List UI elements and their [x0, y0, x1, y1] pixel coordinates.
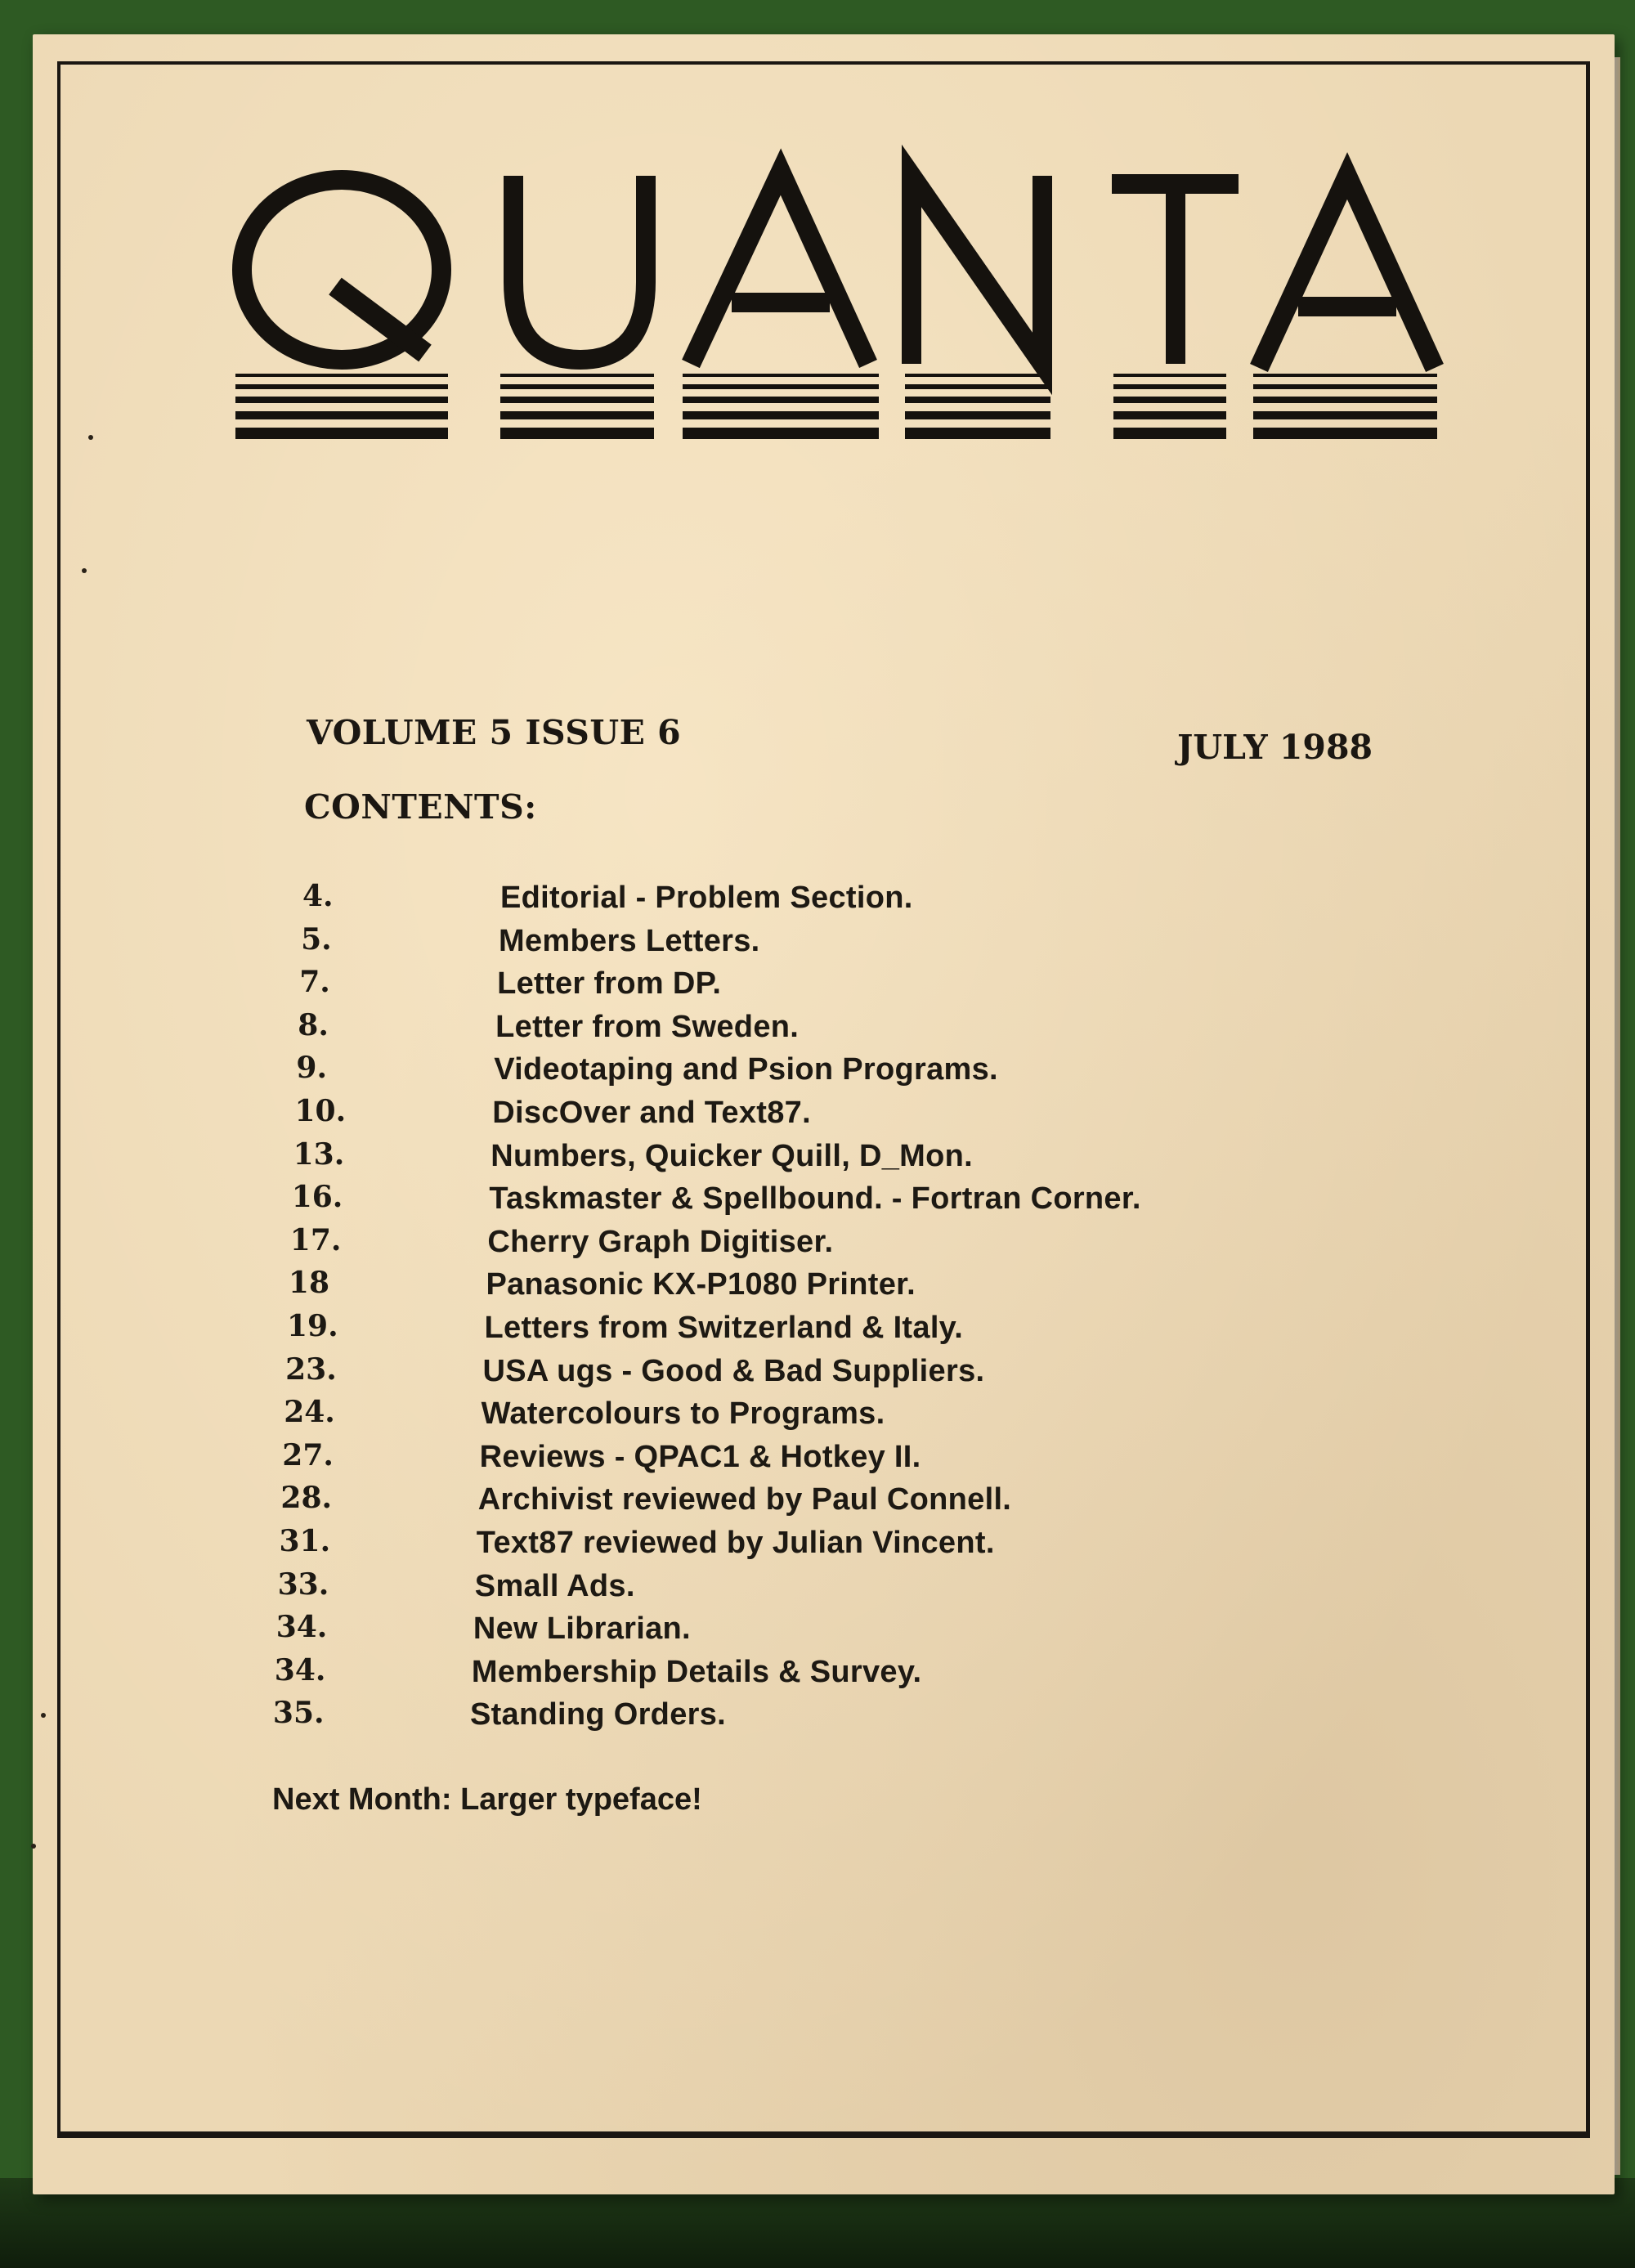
contents-item-title: Panasonic KX-P1080 Printer.: [486, 1267, 916, 1302]
contents-item: [0, 1567, 1635, 1610]
contents-item: [0, 1137, 1635, 1180]
contents-item-title: Members Letters.: [499, 923, 760, 958]
contents-item-page: 31.: [279, 1524, 331, 1558]
contents-item-title: Standing Orders.: [469, 1697, 727, 1732]
contents-item-title: Letter from Sweden.: [495, 1009, 800, 1044]
contents-item: [0, 1610, 1635, 1652]
contents-item-title: Small Ads.: [474, 1568, 635, 1603]
contents-item: [0, 1653, 1635, 1696]
contents-item-page: 13.: [293, 1136, 345, 1172]
contents-item: [0, 1180, 1635, 1222]
contents-item-page: 16.: [291, 1180, 343, 1215]
contents-item-title: USA ugs - Good & Bad Suppliers.: [482, 1353, 985, 1388]
contents-item: [0, 1481, 1635, 1523]
contents-item-title: Taskmaster & Spellbound. - Fortran Corner.: [489, 1181, 1141, 1217]
contents-item-page: 34.: [275, 1610, 328, 1645]
contents-item-title: Reviews - QPAC1 & Hotkey II.: [479, 1439, 921, 1474]
contents-item-title: Text87 reviewed by Julian Vincent.: [476, 1526, 995, 1560]
contents-item-page: 10.: [294, 1094, 347, 1128]
contents-item-page: 18: [288, 1266, 329, 1301]
contents-item-title: Editorial - Problem Section.: [500, 881, 913, 915]
contents-item: [0, 1352, 1635, 1395]
issue-date: JULY 1988: [1177, 728, 1373, 767]
contents-item: [0, 1223, 1635, 1266]
contents-item-page: 33.: [277, 1567, 329, 1602]
contents-item-page: 27.: [282, 1437, 334, 1472]
contents-heading: CONTENTS:: [304, 787, 537, 827]
contents-item: [0, 1051, 1635, 1093]
contents-item-title: DiscOver and Text87.: [492, 1096, 811, 1130]
contents-item-page: 28.: [280, 1481, 333, 1516]
contents-item: [0, 1395, 1635, 1437]
contents-item-page: 24.: [284, 1395, 335, 1430]
issue-volume: VOLUME 5 ISSUE 6: [307, 713, 682, 752]
contents-item-title: Videotaping and Psion Programs.: [494, 1052, 998, 1087]
contents-item-title: Archivist reviewed by Paul Connell.: [477, 1482, 1012, 1517]
contents-item-page: 7.: [299, 965, 330, 1000]
contents-item: [0, 1266, 1635, 1308]
contents-item: [0, 1438, 1635, 1481]
contents-item-title: Letters from Switzerland & Italy.: [484, 1311, 964, 1345]
contents-item: [0, 922, 1635, 965]
contents-item: [0, 1524, 1635, 1567]
print-speck: [41, 1713, 46, 1718]
contents-item-page: 34.: [274, 1652, 326, 1688]
contents-item: [0, 1008, 1635, 1051]
contents-item: [0, 1309, 1635, 1351]
contents-item: [0, 879, 1635, 921]
contents-item-page: 5.: [301, 921, 332, 957]
contents-item-title: Membership Details & Survey.: [471, 1654, 922, 1689]
contents-item-page: 35.: [272, 1696, 325, 1731]
contents-item-title: Numbers, Quicker Quill, D_Mon.: [490, 1138, 973, 1173]
contents-item: [0, 965, 1635, 1007]
contents-item: [0, 1696, 1635, 1738]
contents-item-title: Watercolours to Programs.: [481, 1396, 885, 1432]
print-speck: [88, 435, 93, 440]
contents-item-page: 17.: [289, 1222, 342, 1257]
print-speck: [82, 568, 87, 573]
contents-item-title: Cherry Graph Digitiser.: [487, 1224, 834, 1259]
contents-item: [0, 1094, 1635, 1136]
contents-item-page: 19.: [287, 1309, 338, 1343]
next-month-note: Next Month: Larger typeface!: [272, 1782, 702, 1817]
print-speck: [31, 1844, 36, 1849]
contents-item-page: 23.: [285, 1351, 337, 1387]
contents-item-title: Letter from DP.: [497, 966, 722, 1002]
contents-item-page: 4.: [302, 879, 334, 913]
contents-item-page: 9.: [296, 1051, 327, 1086]
contents-item-page: 8.: [298, 1007, 329, 1042]
contents-item-title: New Librarian.: [473, 1611, 691, 1647]
